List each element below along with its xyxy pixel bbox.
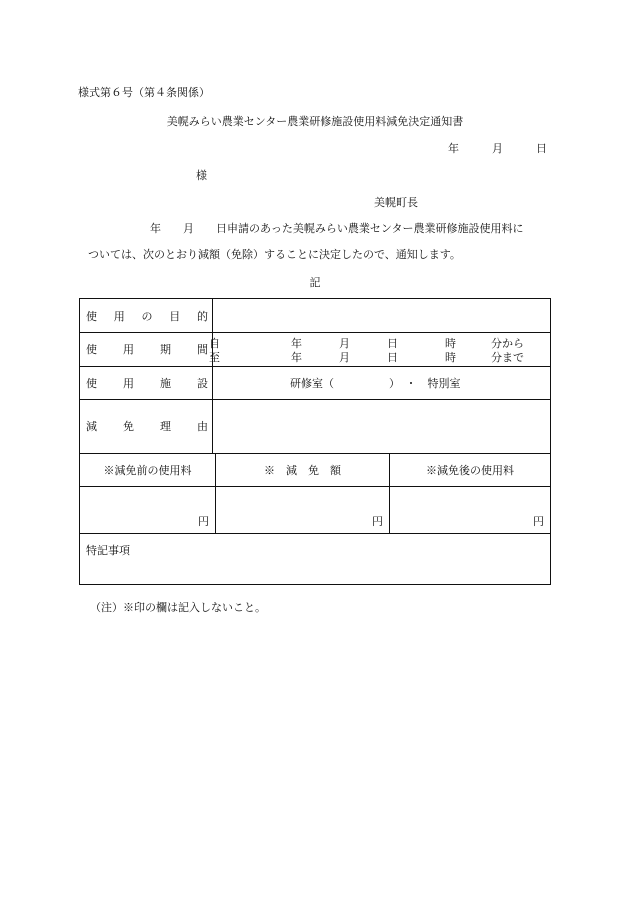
fee-after-header: ※減免後の使用料 — [426, 463, 514, 477]
date-year: 年 — [448, 142, 459, 155]
reason-field[interactable] — [203, 399, 550, 453]
date-day: 日 — [536, 142, 547, 155]
body-line-1: 年 月 日申請のあった美幌みらい農業センター農業研修施設使用料に — [150, 222, 524, 235]
fee-after-field[interactable] — [390, 486, 550, 533]
fee-after-currency: 円 — [533, 515, 544, 528]
remarks-row[interactable] — [80, 533, 550, 584]
fee-reduction-field[interactable] — [216, 486, 390, 533]
remarks-label: 特記事項 — [86, 544, 130, 557]
fee-reduction-currency: 円 — [372, 515, 383, 528]
application-form-table — [79, 298, 551, 585]
fee-header-row — [80, 453, 550, 487]
body-line-2: ついては、次のとおり減額（免除）することに決定したので、通知します。 — [88, 248, 461, 261]
purpose-row — [80, 299, 550, 333]
fee-before-field[interactable] — [80, 486, 216, 533]
period-field[interactable]: 自 年 月 日 時 分から 至 年 月 日 時 分まで — [209, 337, 524, 364]
facility-row — [80, 366, 550, 400]
addressee: 様 — [196, 169, 207, 182]
reason-row — [80, 399, 550, 454]
facility-field[interactable]: 研修室（ ） ・ 特別室 — [290, 377, 461, 390]
period-label: 使 用 期 間 — [80, 332, 213, 366]
date-month: 月 — [492, 142, 503, 155]
issue-date — [448, 140, 547, 156]
reason-label: 減 免 理 由 — [80, 399, 213, 453]
footnote: （注）※印の欄は記入しないこと。 — [90, 601, 266, 614]
purpose-field[interactable] — [203, 299, 550, 332]
document-title: 美幌みらい農業センター農業研修施設使用料減免決定通知書 — [166, 115, 464, 128]
period-row — [80, 332, 550, 367]
purpose-label: 使 用 の 目 的 — [80, 299, 213, 332]
fee-before-currency: 円 — [198, 515, 209, 528]
ki-heading: 記 — [309, 276, 321, 289]
fee-reduction-header: ※ 減 免 額 — [216, 453, 390, 486]
form-number: 様式第６号（第４条関係） — [78, 86, 210, 99]
fee-before-header: ※減免前の使用料 — [80, 453, 216, 486]
sender: 美幌町長 — [374, 196, 418, 209]
facility-label: 使 用 施 設 — [80, 366, 213, 399]
fee-value-row — [80, 486, 550, 534]
